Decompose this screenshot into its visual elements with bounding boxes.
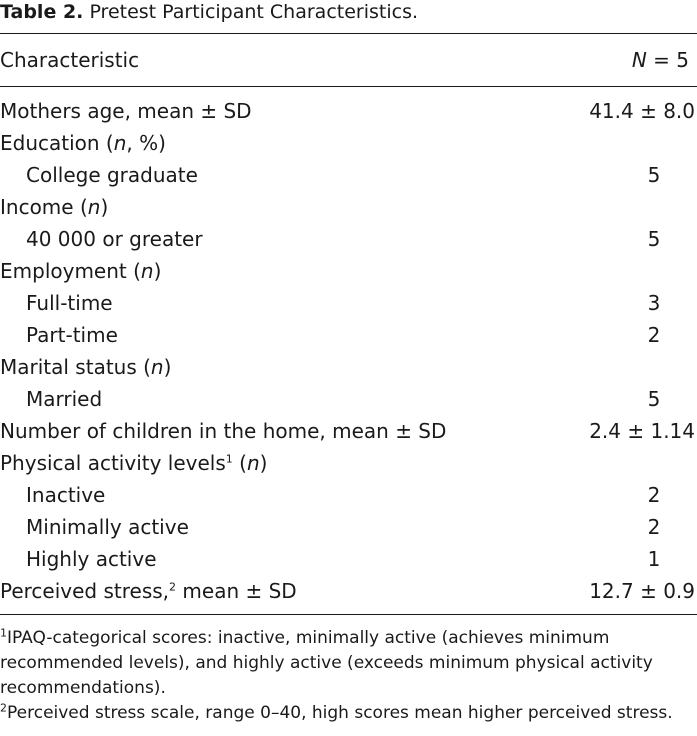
table-row bbox=[0, 479, 697, 511]
table-row bbox=[0, 319, 697, 351]
table-row bbox=[0, 543, 697, 575]
row-value: 2.4 ± 1.14 bbox=[589, 419, 695, 443]
table-row bbox=[0, 287, 697, 319]
bottom-rule bbox=[0, 614, 697, 615]
row-label: Minimally active bbox=[26, 515, 189, 539]
table-row bbox=[0, 191, 697, 223]
header-rule bbox=[0, 86, 697, 87]
row-label: Physical activity levels$^1$ (n) bbox=[0, 451, 268, 475]
header-n-value: = 5 bbox=[646, 48, 689, 72]
row-value: 12.7 ± 0.9 bbox=[589, 579, 695, 603]
table-row bbox=[0, 415, 697, 447]
row-label: 40 000 or greater bbox=[26, 227, 203, 251]
row-value: 2 bbox=[647, 515, 661, 539]
table-row bbox=[0, 575, 697, 607]
table-row bbox=[0, 383, 697, 415]
row-value: 2 bbox=[647, 483, 661, 507]
row-label: College graduate bbox=[26, 163, 198, 187]
row-label: Education (n, %) bbox=[0, 131, 166, 155]
row-value: 5 bbox=[647, 227, 661, 251]
row-label: Employment (n) bbox=[0, 259, 162, 283]
row-label: Inactive bbox=[26, 483, 106, 507]
row-label: Highly active bbox=[26, 547, 157, 571]
table-caption bbox=[0, 0, 418, 24]
table-row bbox=[0, 511, 697, 543]
row-value: 2 bbox=[647, 323, 661, 347]
footnote-2: $^2$Perceived stress scale, range 0–40, high scores mean higher perceived stress. bbox=[0, 701, 673, 723]
table-footnotes bbox=[0, 626, 697, 726]
row-label: Income (n) bbox=[0, 195, 109, 219]
row-value: 1 bbox=[647, 547, 661, 571]
row-label: Number of children in the home, mean ± SD bbox=[0, 419, 447, 443]
top-rule bbox=[0, 33, 697, 34]
column-header-n bbox=[632, 44, 689, 76]
row-value: 5 bbox=[647, 163, 661, 187]
table-title: Pretest Participant Characteristics. bbox=[89, 1, 419, 23]
row-value: 3 bbox=[647, 291, 661, 315]
row-label: Perceived stress,$^2$ mean ± SD bbox=[0, 579, 297, 603]
row-label: Marital status (n) bbox=[0, 355, 172, 379]
row-value: 5 bbox=[647, 387, 661, 411]
row-value: 41.4 ± 8.0 bbox=[589, 99, 695, 123]
column-header-characteristic: Characteristic bbox=[0, 48, 140, 72]
row-label: Mothers age, mean ± SD bbox=[0, 99, 252, 123]
table-row bbox=[0, 127, 697, 159]
table-row bbox=[0, 159, 697, 191]
table-body bbox=[0, 95, 697, 607]
table-row bbox=[0, 223, 697, 255]
row-label: Part-time bbox=[26, 323, 118, 347]
table-row bbox=[0, 447, 697, 479]
table-row bbox=[0, 95, 697, 127]
table-row bbox=[0, 351, 697, 383]
footnote-1: $^1$IPAQ-categorical scores: inactive, minimally active (achieves minimum recommended levels), and highly active (exceeds minimum physical activity recommendations). bbox=[0, 626, 653, 698]
row-label: Full-time bbox=[26, 291, 113, 315]
header-n-variable: N bbox=[631, 48, 647, 72]
table-number: Table 2. bbox=[0, 1, 84, 23]
row-label: Married bbox=[26, 387, 103, 411]
table-row bbox=[0, 255, 697, 287]
